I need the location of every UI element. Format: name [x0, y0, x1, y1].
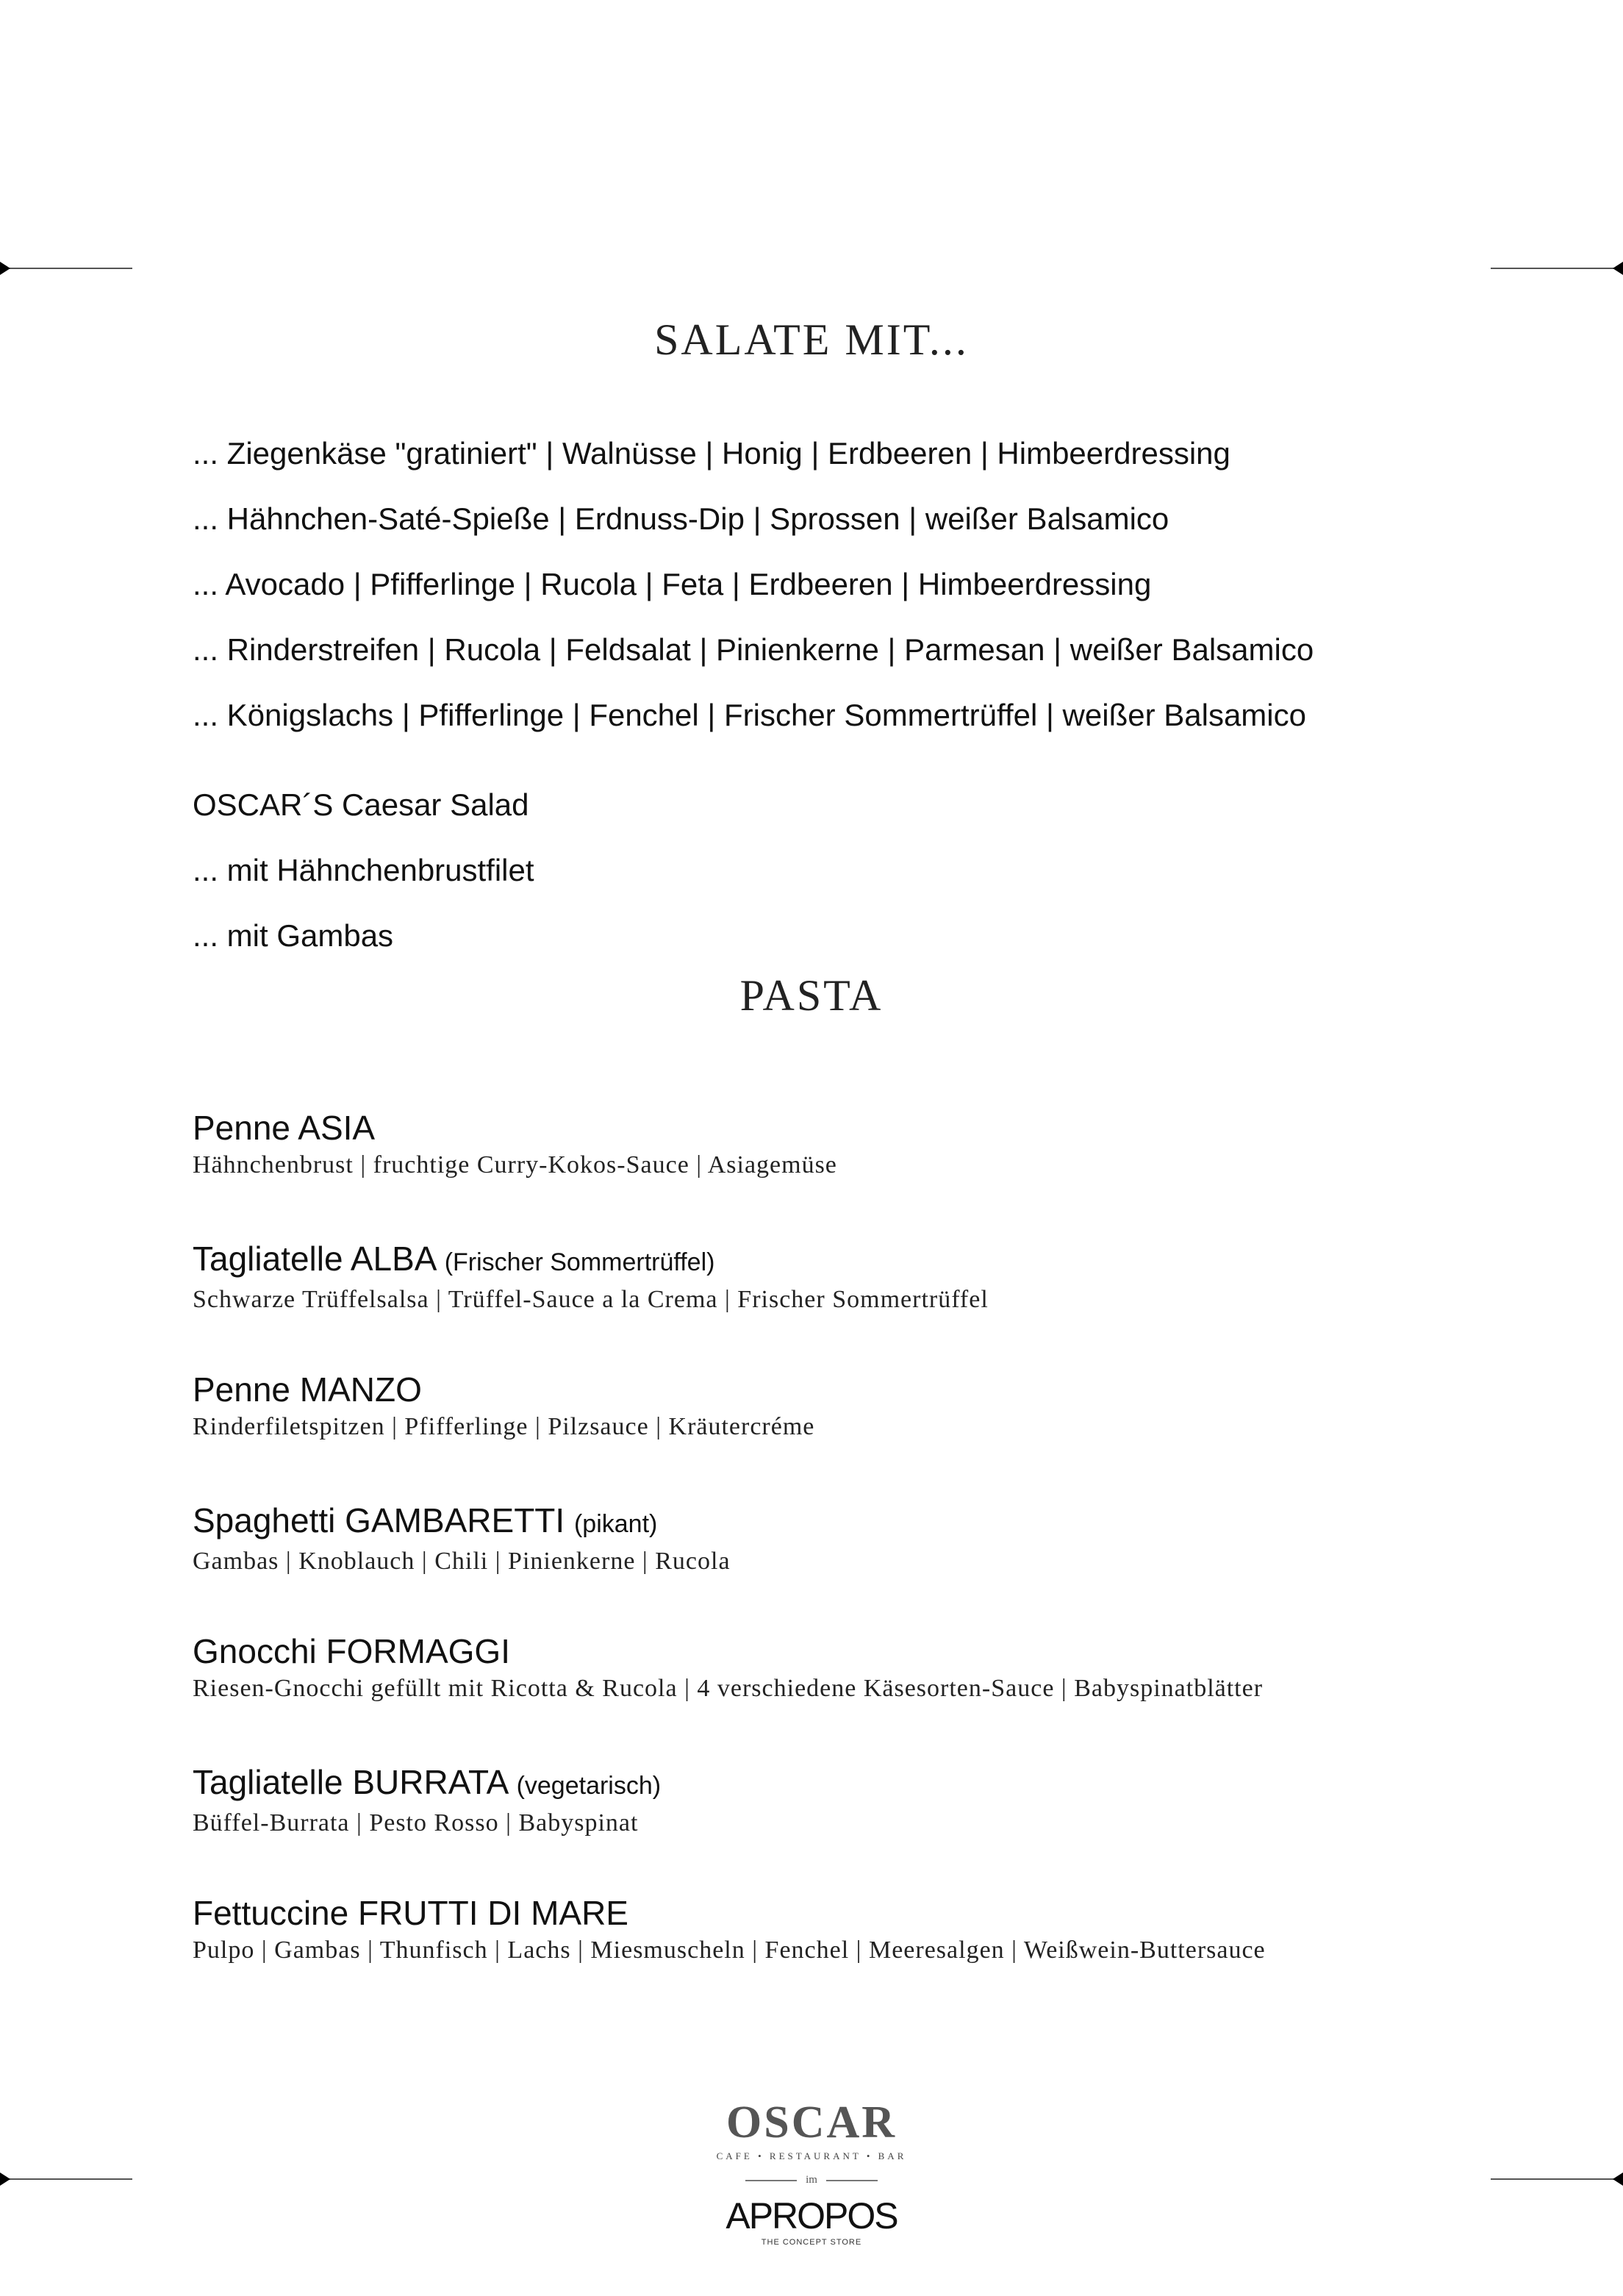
- dish-name: Penne ASIA: [193, 1109, 376, 1147]
- dish-description: Gambas | Knoblauch | Chili | Pinienkerne | Rucola: [193, 1548, 731, 1575]
- salad-item: ... Hähnchen-Saté-Spieße | Erdnuss-Dip | Sprossen | weißer Balsamico: [193, 501, 1169, 536]
- salad-item: ... Rinderstreifen | Rucola | Feldsalat | Pinienkerne | Parmesan | weißer Balsamico: [193, 632, 1314, 667]
- oscar-logo-subtitle: CAFE • RESTAURANT • BAR: [716, 2150, 907, 2161]
- apropos-logo-tagline: THE CONCEPT STORE: [761, 2238, 862, 2247]
- caesar-salad-block: [193, 772, 1075, 968]
- pasta-list: [193, 1106, 1442, 2023]
- apropos-logo-name: APROPOS: [725, 2195, 898, 2236]
- dish-description: Schwarze Trüffelsalsa | Trüffel-Sauce a la Crema | Frischer Sommertrüffel: [193, 1286, 989, 1313]
- logo-connector: im: [806, 2174, 817, 2186]
- dish-description: Pulpo | Gambas | Thunfisch | Lachs | Miesmuscheln | Fenchel | Meeresalgen | Weißwein-Buttersauce: [193, 1936, 1266, 1964]
- dish-name: Gnocchi FORMAGGI: [193, 1632, 510, 1670]
- crop-mark-bottom-right-arrow: [1613, 2172, 1623, 2186]
- dish-description: Hähnchenbrust | fruchtige Curry-Kokos-Sauce | Asiagemüse: [193, 1151, 837, 1179]
- dish-name: Tagliatelle ALBA: [193, 1240, 435, 1278]
- logo-divider: [826, 2180, 878, 2181]
- dish-description: Riesen-Gnocchi gefüllt mit Ricotta & Rucola | 4 verschiedene Käsesorten-Sauce | Babyspinatblätter: [193, 1675, 1264, 1702]
- caesar-option: ... mit Gambas: [193, 918, 394, 953]
- crop-mark-bottom-left: [0, 2178, 132, 2180]
- crop-mark-top-left: [0, 268, 132, 269]
- pasta-dish: [193, 1106, 1442, 1237]
- dish-name: Spaghetti GAMBARETTI: [193, 1501, 565, 1539]
- dish-description: Rinderfiletspitzen | Pfifferlinge | Pilzsauce | Kräutercréme: [193, 1413, 815, 1440]
- pasta-dish: [193, 1892, 1442, 2023]
- oscar-apropos-logo: [701, 2099, 922, 2247]
- dish-name: Fettuccine FRUTTI DI MARE: [193, 1894, 628, 1932]
- salads-title: SALATE MIT...: [654, 315, 969, 364]
- oscar-logo-name: OSCAR: [725, 2097, 898, 2147]
- pasta-dish: [193, 1499, 1442, 1630]
- dish-description: Büffel-Burrata | Pesto Rosso | Babyspinat: [193, 1809, 639, 1837]
- pasta-dish: [193, 1368, 1442, 1499]
- crop-mark-bottom-right: [1491, 2178, 1623, 2180]
- dish-note: (Frischer Sommertrüffel): [444, 1248, 715, 1276]
- pasta-dish: [193, 1761, 1442, 1892]
- pasta-title: PASTA: [739, 971, 884, 1020]
- salad-item: ... Königslachs | Pfifferlinge | Fenchel | Frischer Sommertrüffel | weißer Balsamico: [193, 698, 1306, 732]
- salad-item: ... Avocado | Pfifferlinge | Rucola | Feta | Erdbeeren | Himbeerdressing: [193, 567, 1152, 601]
- crop-mark-top-right: [1491, 268, 1623, 269]
- pasta-dish: [193, 1237, 1442, 1368]
- dish-note: (vegetarisch): [516, 1772, 662, 1800]
- crop-mark-top-right-arrow: [1613, 262, 1623, 275]
- logo-divider: [745, 2180, 797, 2181]
- dish-name: Tagliatelle BURRATA: [193, 1763, 507, 1801]
- salad-item: ... Ziegenkäse "gratiniert" | Walnüsse | Honig | Erdbeeren | Himbeerdressing: [193, 436, 1230, 471]
- caesar-option: ... mit Hähnchenbrustfilet: [193, 853, 534, 887]
- dish-name: Penne MANZO: [193, 1370, 422, 1409]
- crop-mark-top-left-arrow: [0, 262, 10, 275]
- dish-note: (pikant): [573, 1510, 658, 1538]
- pasta-dish: [193, 1630, 1442, 1761]
- salad-list: [193, 421, 1405, 748]
- caesar-salad-name: OSCAR´S Caesar Salad: [193, 787, 529, 822]
- crop-mark-bottom-left-arrow: [0, 2172, 10, 2186]
